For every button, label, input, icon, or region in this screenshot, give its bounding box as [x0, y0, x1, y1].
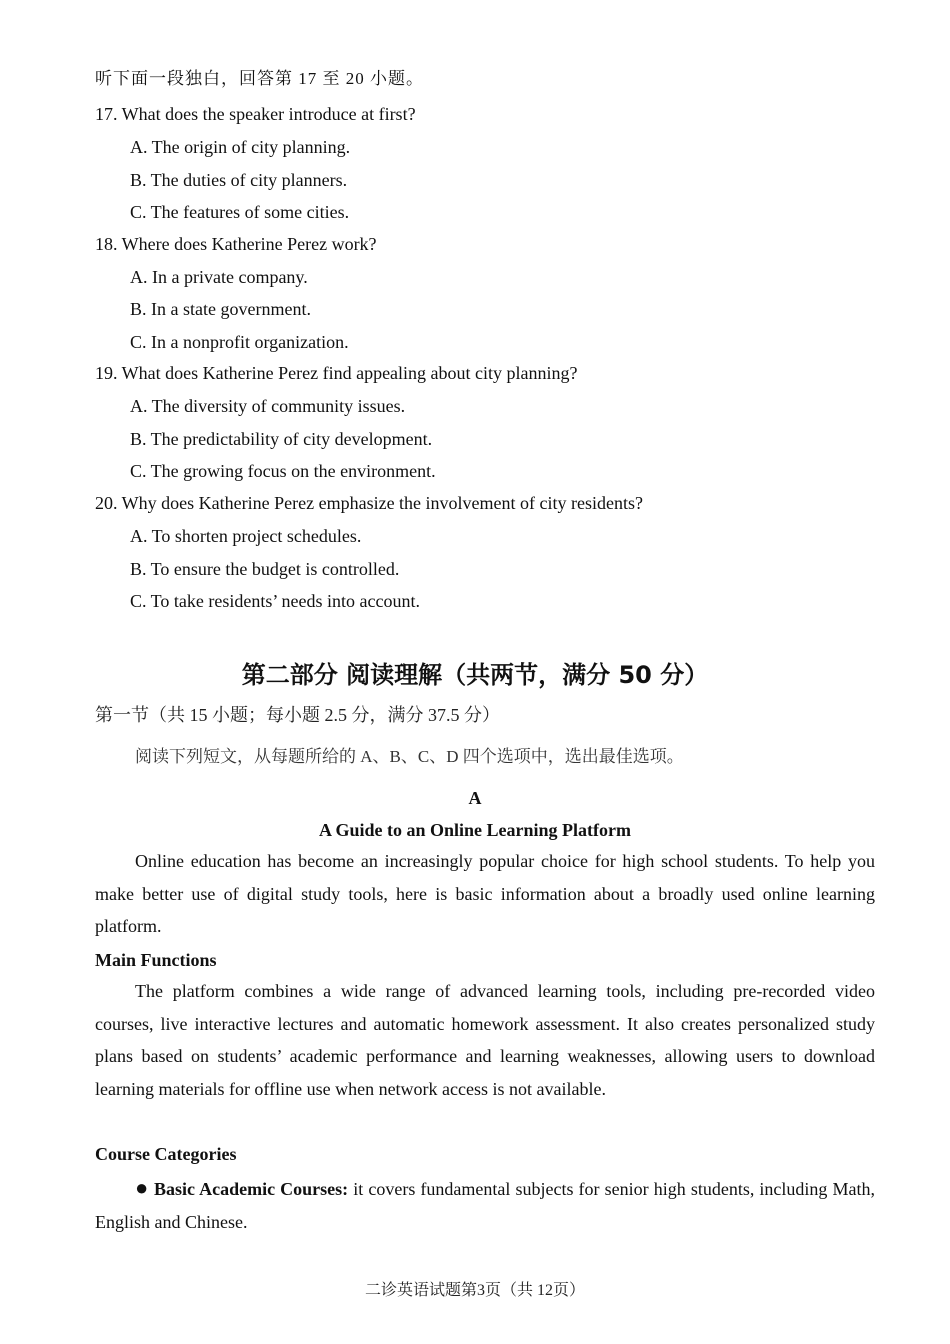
- bullet-text: it covers fundamental subjects for senior high students, including Math, English and Chinese.: [95, 1179, 875, 1232]
- q18-option-a: A. In a private company.: [130, 267, 308, 287]
- q19-option-b: B. The predictability of city development.: [130, 429, 433, 449]
- q18-option-b: B. In a state government.: [130, 299, 311, 319]
- passage-letter: A: [468, 788, 482, 808]
- question-20: 20. Why does Katherine Perez emphasize the involvement of city residents?: [95, 493, 643, 513]
- page-footer: 二诊英语试题第3页（共 12页）: [364, 1282, 585, 1299]
- q19-option-a: A. The diversity of community issues.: [130, 396, 406, 416]
- question-17: 17. What does the speaker introduce at first?: [95, 104, 416, 124]
- heading-course-categories: Course Categories: [95, 1144, 237, 1164]
- q17-option-b: B. The duties of city planners.: [130, 170, 348, 190]
- q20-option-b: B. To ensure the budget is controlled.: [130, 559, 400, 579]
- question-18: 18. Where does Katherine Perez work?: [95, 234, 377, 254]
- passage-paragraph-1: Online education has become an increasingly popular choice for high school students. To help you make better use of digital study tools, here is basic information about a broadly used online learning platform.: [95, 851, 875, 936]
- q20-option-a: A. To shorten project schedules.: [130, 526, 362, 546]
- q17-option-a: A. The origin of city planning.: [130, 137, 351, 157]
- reading-instruction: 阅读下列短文，从每题所给的 A、B、C、D 四个选项中，选出最佳选项。: [135, 747, 684, 766]
- bullet-icon: ●: [135, 1175, 149, 1200]
- q17-option-c: C. The features of some cities.: [130, 202, 350, 222]
- listening-intro: 听下面一段独白，回答第 17 至 20 小题。: [95, 69, 424, 88]
- q19-option-c: C. The growing focus on the environment.: [130, 461, 436, 481]
- passage-paragraph-2: The platform combines a wide range of advanced learning tools, including pre-recorded video courses, live interactive lectures and automatic homework assessment. It also creates personalized study plans based on students’ academic performance and learning weaknesses, allowing users to download learning materials for offline use when network access is not available.: [95, 981, 875, 1099]
- part2-title: 第二部分 阅读理解（共两节，满分 50 分）: [241, 661, 709, 689]
- bullet-basic-academic: [95, 1172, 875, 1238]
- bullet-label: Basic Academic Courses:: [153, 1179, 349, 1199]
- heading-main-functions: Main Functions: [95, 950, 217, 970]
- q20-option-c: C. To take residents’ needs into account.: [130, 591, 420, 611]
- q18-option-c: C. In a nonprofit organization.: [130, 332, 349, 352]
- question-19: 19. What does Katherine Perez find appealing about city planning?: [95, 363, 578, 383]
- passage-title: A Guide to an Online Learning Platform: [318, 820, 631, 840]
- section1-heading: 第一节（共 15 小题；每小题 2.5 分，满分 37.5 分）: [95, 705, 500, 725]
